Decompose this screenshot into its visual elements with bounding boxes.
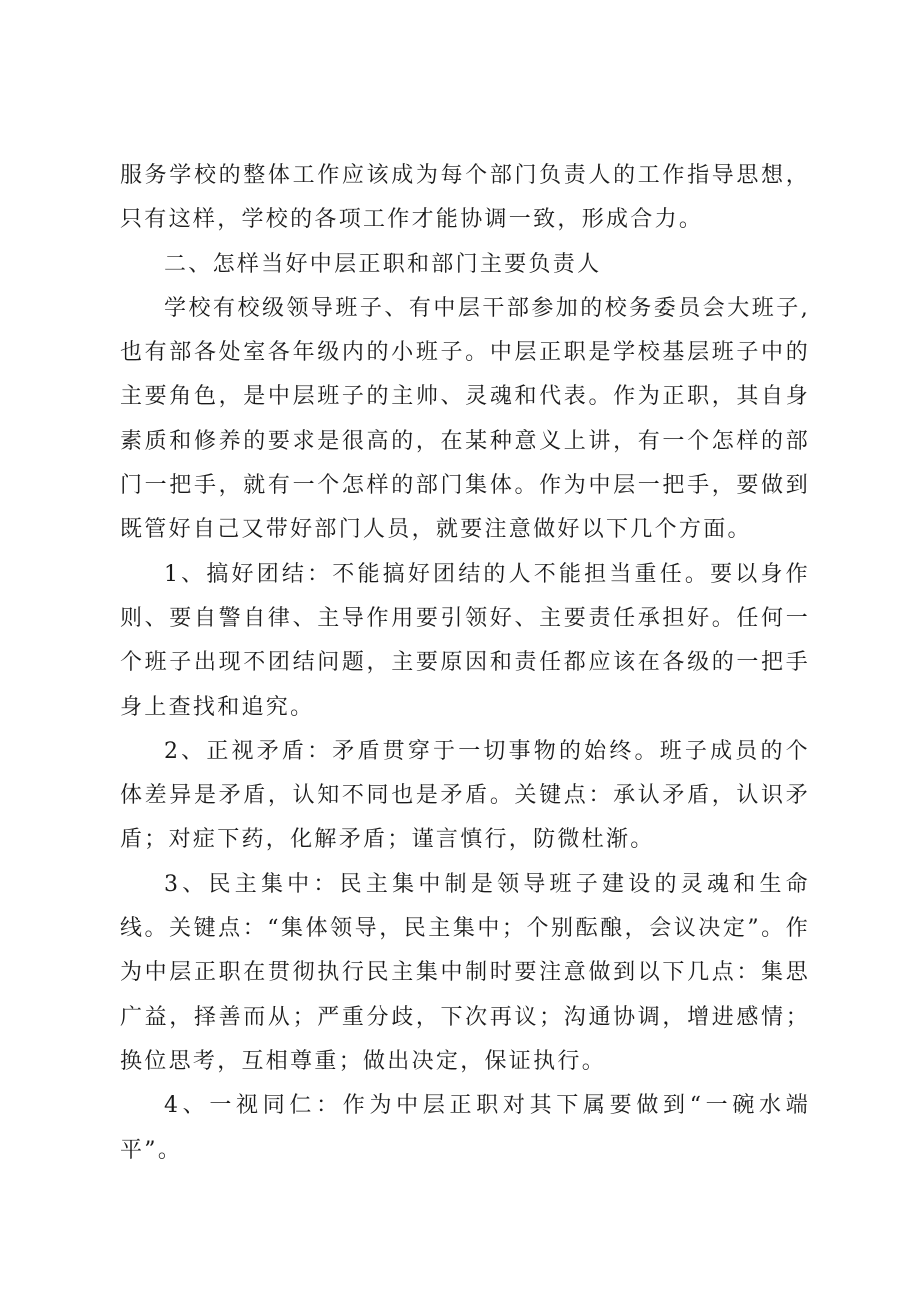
- paragraph-intro: 学校有校级领导班子、有中层干部参加的校务委员会大班子,也有部各处室各年级内的小班子。中层正职是学校基层班子中的主要角色，是中层班子的主帅、灵魂和代表。作为正职，其自身素质和修养的要求是很高的，在某种意义上讲，有一个怎样的部门一把手，就有一个怎样的部门集体。作为中层一把手，要做到既管好自己又带好部门人员，就要注意做好以下几个方面。: [120, 295, 810, 543]
- document-body: [120, 154, 810, 1173]
- paragraph-continuation: 服务学校的整体工作应该成为每个部门负责人的工作指导思想，只有这样，学校的各项工作才能协调一致，形成合力。: [120, 163, 810, 233]
- paragraph-point-2: 2、正视矛盾：矛盾贯穿于一切事物的始终。班子成员的个体差异是矛盾，认知不同也是矛盾。关键点：承认矛盾，认识矛盾；对症下药，化解矛盾；谨言慎行，防微杜渐。: [120, 738, 810, 853]
- paragraph-point-3: 3、民主集中：民主集中制是领导班子建设的灵魂和生命线。关键点：“集体领导，民主集中；个别酝酿，会议决定”。作为中层正职在贯彻执行民主集中制时要注意做到以下几点：集思广益，择善而从；严重分歧，下次再议；沟通协调，增进感情；换位思考，互相尊重；做出决定，保证执行。: [120, 871, 810, 1074]
- section-heading: 二、怎样当好中层正职和部门主要负责人: [164, 251, 602, 277]
- paragraph-point-4: 4、一视同仁：作为中层正职对其下属要做到“一碗水端平”。: [120, 1093, 810, 1163]
- paragraph-point-1: 1、搞好团结：不能搞好团结的人不能担当重任。要以身作则、要自警自律、主导作用要引领好、主要责任承担好。任何一个班子出现不团结问题，主要原因和责任都应该在各级的一把手身上查找和追究。: [120, 561, 810, 720]
